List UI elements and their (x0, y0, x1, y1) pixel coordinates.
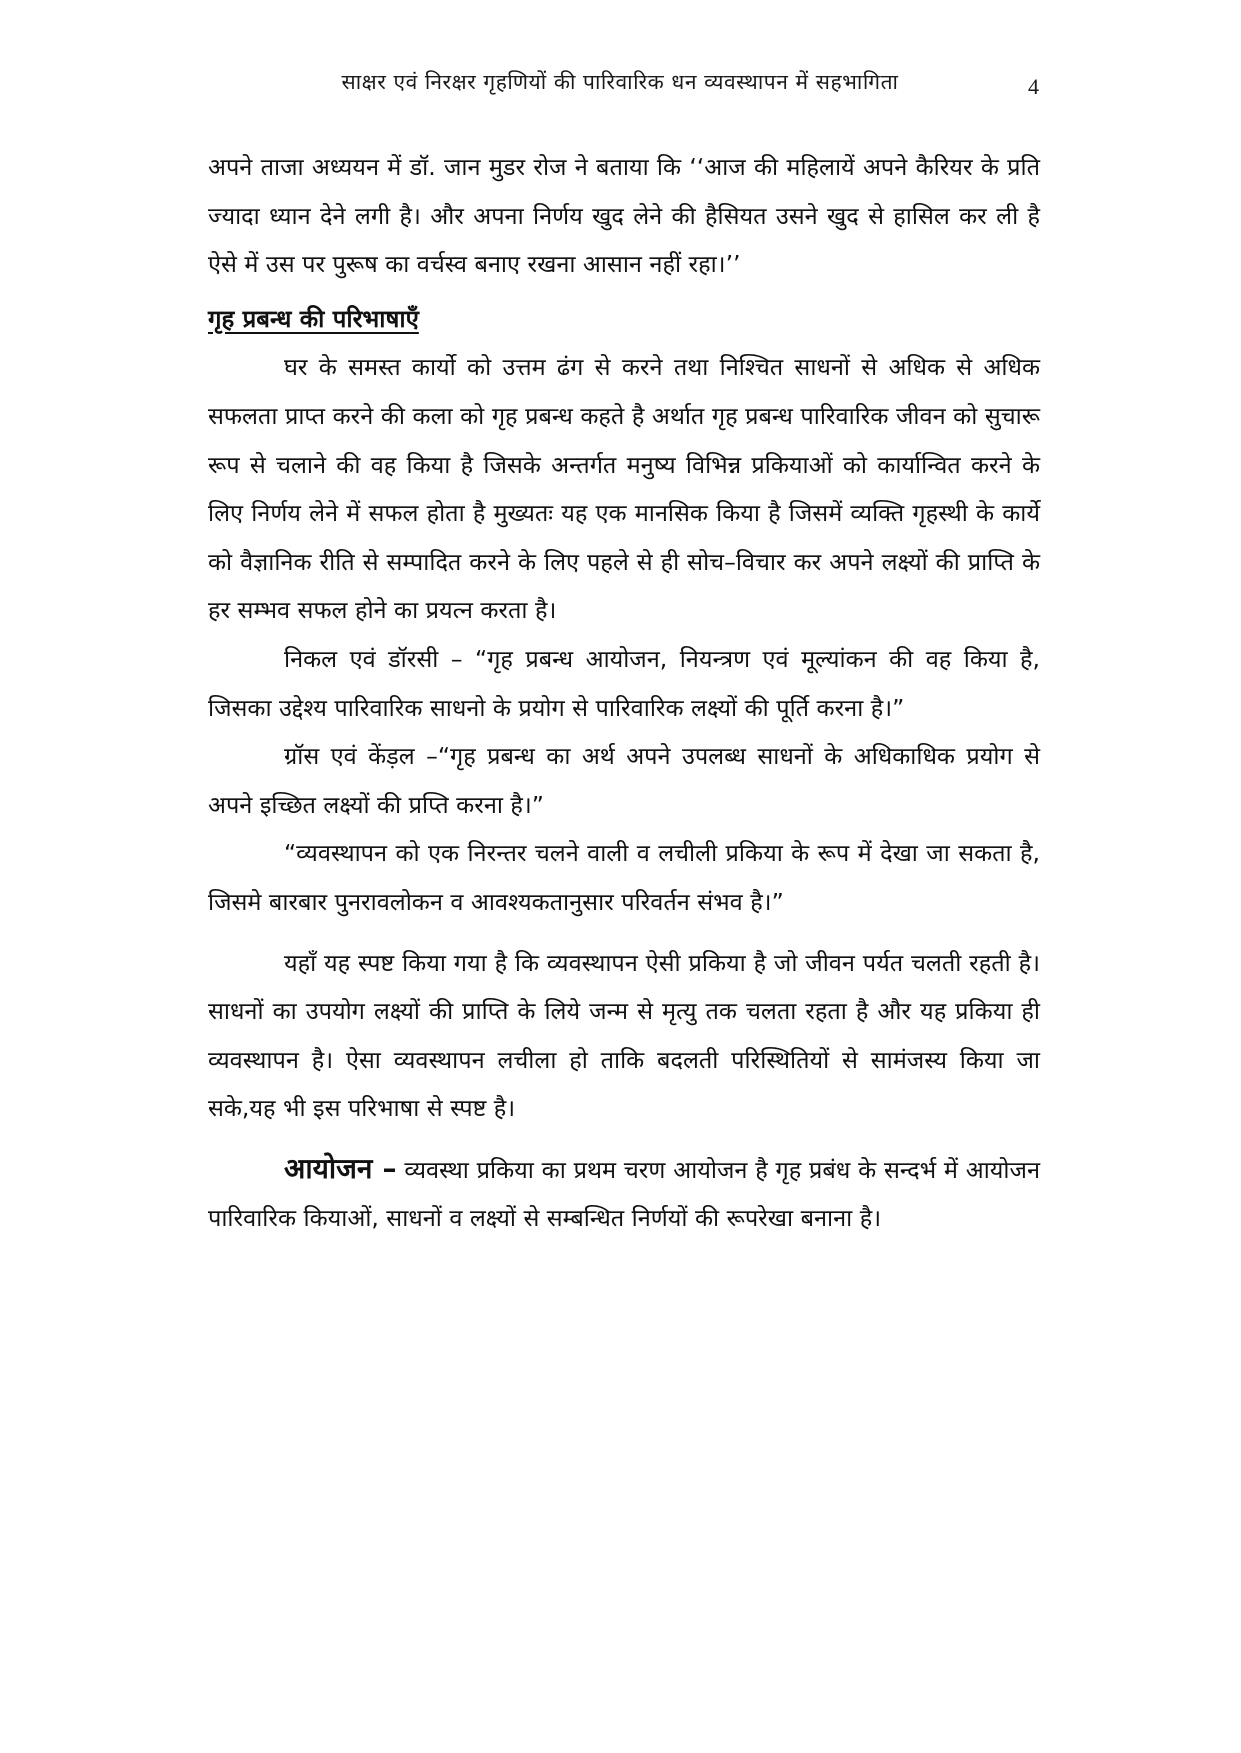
paragraph-explanation: यहाँ यह स्पष्ट किया गया है कि व्यवस्थापन ऐसी प्रकिया है जो जीवन पर्यत चलती रहती है। साधनों का उपयोग लक्ष्यों की प्राप्ति के लिये जन्म से मृत्यु तक चलता रहता है और यह प्रकिया ही व्यवस्थापन है। ऐसा व्यवस्थापन लचीला हो ताकि बदलती परिस्थितियों से सामंजस्य किया जा सके,यह भी इस परिभाषा से स्पष्ट है। (208, 948, 1040, 1123)
term-planning: आयोजन – (284, 1151, 397, 1185)
page-number: 4 (1028, 74, 1039, 99)
paragraph-quote-nickel-dorsey: निकल एवं डॉरसी – “गृह प्रबन्ध आयोजन, नियन्त्रण एवं मूल्यांकन की वह किया है, जिसका उद्देश्य पारिवारिक साधनो के प्रयोग से पारिवारिक लक्ष्यों की पूर्ति करना है।” (208, 644, 1040, 722)
paragraph-planning (208, 1145, 1040, 1243)
body-text (208, 143, 1040, 1243)
section-heading: गृह प्रबन्ध की परिभाषाएँ (208, 304, 419, 333)
paragraph-definition: घर के समस्त कार्यो को उत्तम ढंग से करने तथा निश्चित साधनों से अधिक से अधिक सफलता प्राप्त करने की कला को गृह प्रबन्ध कहते है अर्थात गृह प्रबन्ध पारिवारिक जीवन को सुचारू रूप से चलाने की वह किया है जिसके अन्तर्गत मनुष्य विभिन्न प्रकियाओं को कार्यान्वित करने के लिए निर्णय लेने में सफल होता है मुख्यतः यह एक मानसिक किया है जिसमें व्यक्ति गृहस्थी के कार्ये को वैज्ञानिक रीति से सम्पादित करने के लिए पहले से ही सोच–विचार कर अपने लक्ष्यों की प्राप्ति के हर सम्भव सफल होने का प्रयत्न करता है। (208, 353, 1040, 625)
running-header: साक्षर एवं निरक्षर गृहणियों की पारिवारिक धन व्यवस्थापन में सहभागिता (341, 70, 899, 94)
paragraph-quote-management: “व्यवस्थापन को एक निरन्तर चलने वाली व लचीली प्रकिया के रूप में देखा जा सकता है, जिसमे बारबार पुनरावलोकन व आवश्यकतानुसार परिवर्तन संभव है।” (208, 839, 1040, 916)
paragraph-quote-gross-crandall: ग्रॉस एवं केंड़ल –“गृह प्रबन्ध का अर्थ अपने उपलब्ध साधनों के अधिकाधिक प्रयोग से अपने इच्छित लक्ष्यों की प्रप्ति करना है।” (208, 742, 1041, 819)
planning-description: व्यवस्था प्रकिया का प्रथम चरण आयोजन है गृह प्रबंध के सन्दर्भ में आयोजन पारिवारिक कियाओं, साधनों व लक्ष्यों से सम्बन्धित निर्णयों की रूपरेखा बनाना है। (208, 1155, 1040, 1233)
paragraph-intro: अपने ताजा अध्ययन में डॉ. जान मुडर रोज ने बताया कि ‘‘आज की महिलायें अपने कैरियर के प्रति ज्यादा ध्यान देने लगी है। और अपना निर्णय खुद लेने की हैसियत उसने खुद से हासिल कर ली है ऐसे में उस पर पुरूष का वर्चस्व बनाए रखना आसान नहीं रहा।’’ (208, 153, 1040, 279)
